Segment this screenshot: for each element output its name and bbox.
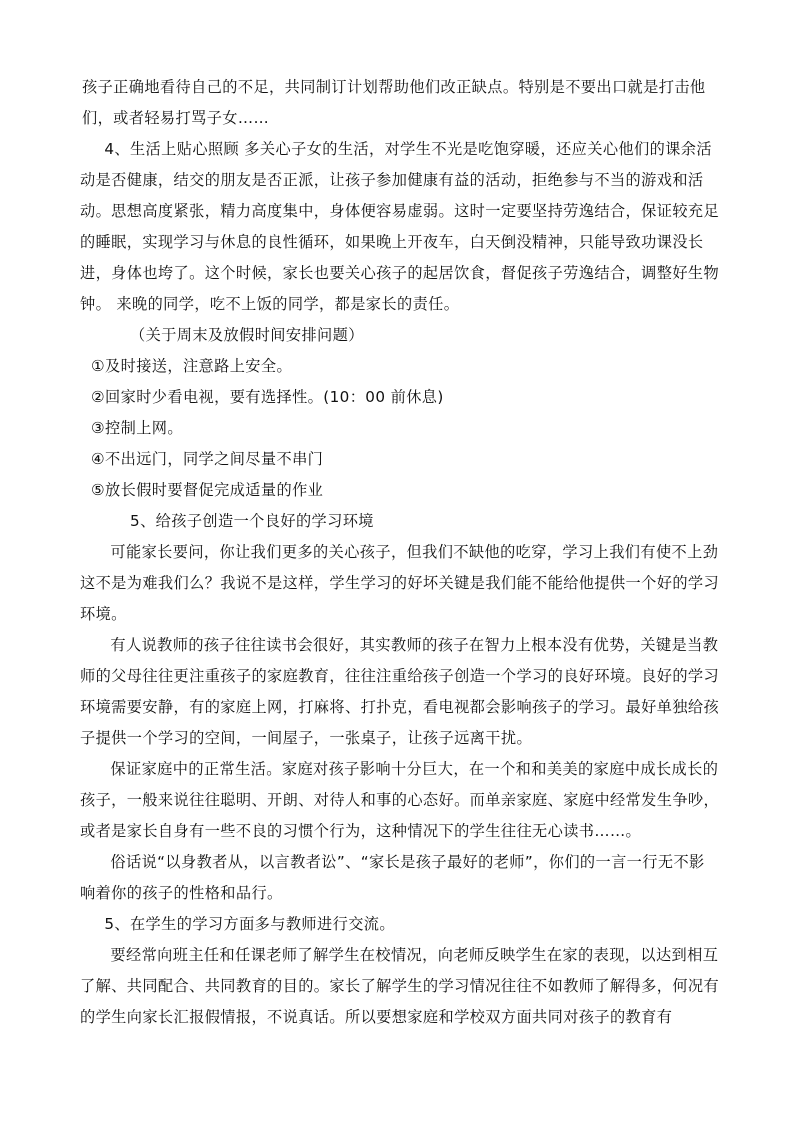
paragraph-teachers-children: 有人说教师的孩子往往读书会很好，其实教师的孩子在智力上根本没有优势，关键是当教师的父母往往更注重孩子的家庭教育，往往注重给孩子创造一个学习的良好环境。良好的学习环境需要安静，有的家庭上网，打麻将、打扑克，看电视都会影响孩子的学习。最好单独给孩子提供一个学习的空间，一间屋子，一张桌子，让孩子远离干扰。 — [80, 636, 720, 747]
weekend-arrangement-heading: （关于周末及放假时间安排问题） — [130, 326, 364, 344]
list-item: ②回家时少看电视，要有选择性。(10：00 前休息) — [91, 388, 444, 406]
section-heading-learning-environment: 5、给孩子创造一个良好的学习环境 — [130, 512, 374, 530]
paragraph-continuation: 孩子正确地看待自己的不足，共同制订计划帮助他们改正缺点。特别是不要出口就是打击他们，或者轻易打骂子女…… — [82, 78, 706, 127]
list-item: ③控制上网。 — [91, 419, 183, 437]
list-item: ⑤放长假时要督促完成适量的作业 — [91, 481, 324, 499]
list-item: ①及时接送，注意路上安全。 — [91, 357, 293, 375]
paragraph-proverb: 俗话说“以身教者从，以言教者讼”、“家长是孩子最好的老师”，你们的一言一行无不影响着你的孩子的性格和品行。 — [80, 853, 705, 902]
section-heading-teacher-communication: 5、在学生的学习方面多与教师进行交流。 — [104, 915, 395, 933]
list-item: ④不出远门，同学之间尽量不串门 — [91, 450, 324, 468]
paragraph-communication-details: 要经常向班主任和任课老师了解学生在校情况，向老师反映学生在家的表现，以达到相互了解、共同配合、共同教育的目的。家长了解学生的学习情况往往不如教师了解得多，何况有的学生向家长汇报假情报，不说真话。所以要想家庭和学校双方面共同对孩子的教育有 — [80, 946, 720, 1026]
paragraph-life-care: 4、生活上贴心照顾 多关心子女的生活，对学生不光是吃饱穿暖，还应关心他们的课余活动是否健康，结交的朋友是否正派，让孩子参加健康有益的活动，拒绝参与不当的游戏和活动。思想高度紧张，精力高度集中，身体便容易虚弱。这时一定要坚持劳逸结合，保证较充足的睡眠，实现学习与休息的良性循环，如果晚上开夜车，白天倒没精神，只能导致功课没长进，身体也垮了。这个时候，家长也要关心孩子的起居饮食，督促孩子劳逸结合，调整好生物钟。 来晚的同学，吃不上饭的同学，都是家长的责任。 — [80, 140, 720, 313]
paragraph-normal-family-life: 保证家庭中的正常生活。家庭对孩子影响十分巨大，在一个和和美美的家庭中成长成长的孩子，一般来说往往聪明、开朗、对待人和事的心态好。而单亲家庭、家庭中经常发生争吵，或者是家长自身有一些不良的习惯个行为，这种情况下的学生往往无心读书……。 — [80, 760, 720, 840]
paragraph-parents-question: 可能家长要问，你让我们更多的关心孩子，但我们不缺他的吃穿，学习上我们有使不上劲这不是为难我们么？我说不是这样，学生学习的好坏关键是我们能不能给他提供一个好的学习环境。 — [80, 543, 720, 623]
document-body — [80, 72, 720, 1033]
